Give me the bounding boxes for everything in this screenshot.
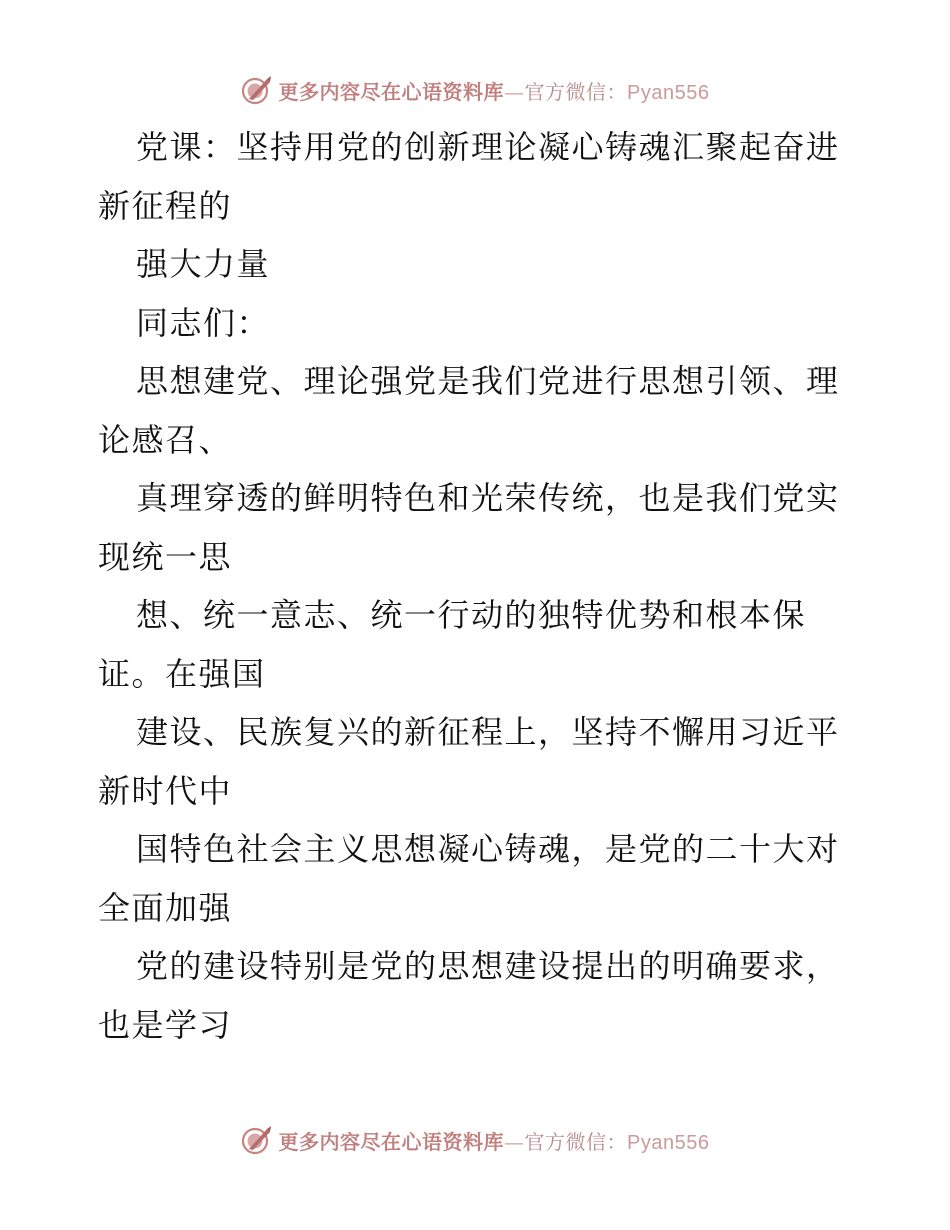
footer-brand-text: 更多内容尽在心语资料库 xyxy=(278,1129,505,1154)
quill-pen-logo-icon xyxy=(241,1124,273,1156)
text-line: 同志们： xyxy=(136,303,271,342)
text-line: 论感召、 xyxy=(98,420,233,459)
text-line: 也是学习 xyxy=(98,1005,233,1044)
text-line: 建设、民族复兴的新征程上，坚持不懈用习近平 xyxy=(136,713,840,751)
text-line: 想、统一意志、统一行动的独特优势和根本保 xyxy=(136,596,807,634)
header-dash: — xyxy=(504,79,525,104)
text-line: 真理穿透的鲜明特色和光荣传统，也是我们党实 xyxy=(136,479,840,517)
header-banner-text xyxy=(279,76,710,105)
text-line: 新征程的 xyxy=(98,186,233,225)
header-wechat-label: 官方微信： xyxy=(524,79,628,104)
quill-pen-logo-icon xyxy=(241,74,273,106)
document-body xyxy=(98,118,858,1054)
footer-banner-text xyxy=(279,1126,710,1155)
footer-dash: — xyxy=(504,1129,525,1154)
text-line: 思想建党、理论强党是我们党进行思想引领、理 xyxy=(136,362,840,400)
text-line: 党课：坚持用党的创新理论凝心铸魂汇聚起奋进 xyxy=(136,128,840,166)
header-brand-text: 更多内容尽在心语资料库 xyxy=(278,79,505,104)
text-line: 全面加强 xyxy=(98,888,233,927)
footer-wechat-id: Pyan556 xyxy=(627,1131,710,1154)
footer-wechat-label: 官方微信： xyxy=(524,1129,628,1154)
text-line: 现统一思 xyxy=(98,537,233,576)
text-line: 证。在强国 xyxy=(98,654,266,693)
text-line: 党的建设特别是党的思想建设提出的明确要求， xyxy=(136,947,840,985)
header-banner xyxy=(0,70,950,110)
text-line: 国特色社会主义思想凝心铸魂，是党的二十大对 xyxy=(136,830,840,868)
text-line: 强大力量 xyxy=(136,245,271,283)
header-wechat-id: Pyan556 xyxy=(627,81,710,104)
footer-banner xyxy=(0,1120,950,1160)
text-line: 新时代中 xyxy=(98,771,233,810)
